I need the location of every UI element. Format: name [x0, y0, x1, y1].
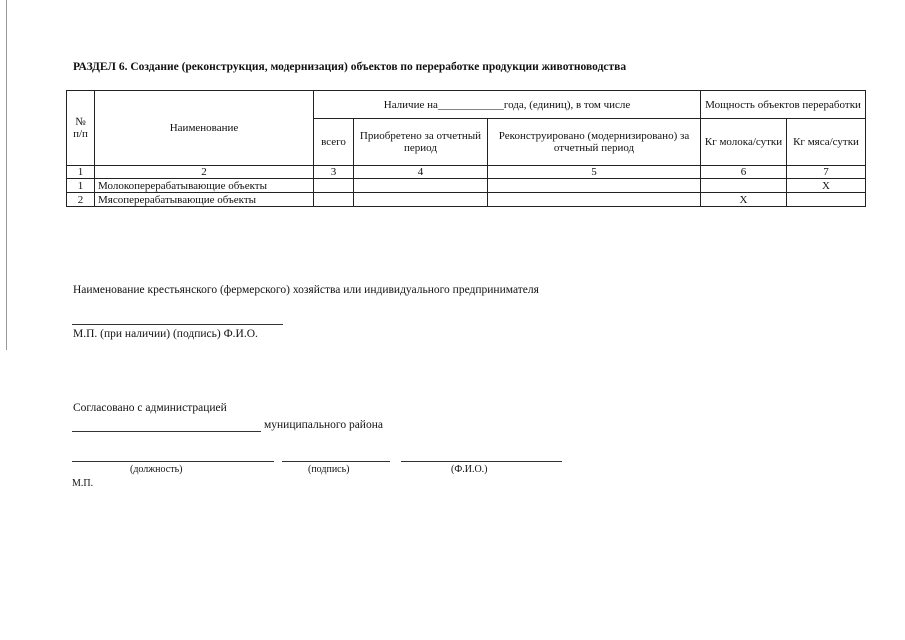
- position-caption: (должность): [130, 464, 183, 475]
- row-num: 2: [67, 193, 95, 207]
- col-name-header: Наименование: [95, 91, 314, 166]
- row-num: 1: [67, 179, 95, 193]
- cell-acquired[interactable]: [354, 193, 488, 207]
- fio-caption: (Ф.И.О.): [451, 464, 488, 475]
- stamp-signature-label: М.П. (при наличии) (подпись) Ф.И.О.: [73, 328, 258, 340]
- table-row: [67, 179, 866, 193]
- cell-meat[interactable]: [787, 193, 866, 207]
- signature-line[interactable]: [282, 461, 390, 462]
- col-meat-header: Кг мяса/сутки: [787, 119, 866, 166]
- signature-caption: (подпись): [308, 464, 350, 475]
- cell-reconstructed[interactable]: [488, 179, 701, 193]
- processing-objects-table: [66, 90, 866, 207]
- col-acquired-header: Приобретено за отчетный период: [354, 119, 488, 166]
- col-capacity-header: Мощность объектов переработки: [701, 91, 866, 119]
- cell-reconstructed[interactable]: [488, 193, 701, 207]
- signature-line[interactable]: [72, 324, 283, 325]
- district-line[interactable]: [72, 431, 261, 432]
- cell-total[interactable]: [314, 193, 354, 207]
- column-number: 6: [701, 166, 787, 179]
- cell-acquired[interactable]: [354, 179, 488, 193]
- cell-milk[interactable]: [701, 179, 787, 193]
- col-total-header: всего: [314, 119, 354, 166]
- column-number: 7: [787, 166, 866, 179]
- column-number: 5: [488, 166, 701, 179]
- column-number: 4: [354, 166, 488, 179]
- cell-milk: Х: [701, 193, 787, 207]
- fio-line[interactable]: [401, 461, 562, 462]
- farm-name-label: Наименование крестьянского (фермерского) хозяйства или индивидуального предпринимателя: [73, 284, 539, 296]
- col-reconstructed-header: Реконструировано (модернизировано) за отчетный период: [488, 119, 701, 166]
- position-line[interactable]: [72, 461, 274, 462]
- row-name: Молокоперерабатывающие объекты: [95, 179, 314, 193]
- stamp-label: М.П.: [72, 478, 94, 489]
- col-presence-header: Наличие на____________года, (единиц), в том числе: [314, 91, 701, 119]
- section-title: РАЗДЕЛ 6. Создание (реконструкция, модернизация) объектов по переработке продукции животноводства: [73, 61, 627, 73]
- cell-meat: Х: [787, 179, 866, 193]
- table-row: [67, 193, 866, 207]
- column-number-row: [67, 166, 866, 179]
- page-margin-line: [6, 0, 7, 350]
- col-num-header: № п/п: [67, 91, 95, 166]
- column-number: 2: [95, 166, 314, 179]
- row-name: Мясоперерабатывающие объекты: [95, 193, 314, 207]
- column-number: 3: [314, 166, 354, 179]
- col-milk-header: Кг молока/сутки: [701, 119, 787, 166]
- cell-total[interactable]: [314, 179, 354, 193]
- agreed-label: Согласовано с администрацией: [73, 402, 227, 414]
- district-label: муниципального района: [264, 419, 383, 431]
- column-number: 1: [67, 166, 95, 179]
